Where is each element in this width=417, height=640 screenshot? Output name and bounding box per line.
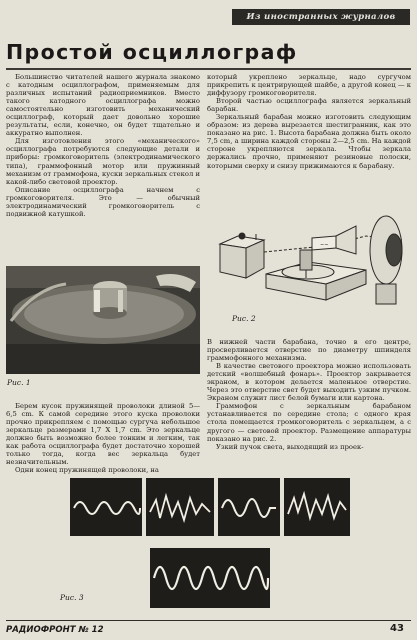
paragraph: В качестве светового проектора можно использовать детский «волшебный фонарь». Проектор закрывается экраном, в котором делается маленькое отверстие. Через это отверстие свет будет выходить узким пучком. Экраном служит лист белой бумаги или картона. [207, 362, 411, 403]
figure-3-oscillograms [70, 478, 350, 613]
column-right-bottom [207, 338, 411, 451]
paragraph: который укреплено зеркальце, надо сургучом прикрепить к центрирующей шайбе, а другой конец — к диффузору громкоговорителя. [207, 73, 411, 98]
paragraph: Для изготовления этого «механического» осциллографа потребуются следующие детали и приборы: громкоговоритель (электродинамического типа), граммофонный мотор или пружинный механизм от граммофона, куски зеркальных стекол и какой-либо световой проектор. [6, 137, 200, 186]
paragraph: Берем кусок пружинящей проволоки длиной 5—6,5 cm. К самой середине этого куска проволоки прочно прикрепляем с помощью сургуча небольшое зеркальце размерами 1,7 X 1,7 cm. Это зеркальце должно быть возможно более тонким и легким, так как работа осциллографа будет достаточно хорошей только тогда, когда вес зеркальца будет незначительным. [6, 402, 200, 467]
paragraph: Второй частью осциллографа является зеркальный барабан. [207, 97, 411, 114]
column-left-top [6, 73, 200, 218]
paragraph: Граммофон с зеркальным барабаном устанавливается по середине стола; с одного края стола помещается громкоговоритель с зеркальцем, а с другого — световой проектор. Размещение аппаратуры показано на рис. 2. [207, 402, 411, 443]
article-title: Простой осциллограф [6, 40, 298, 64]
svg-text:~~: ~~ [320, 242, 329, 248]
paragraph: Зеркальный барабан можно изготовить следующим образом: из дерева вырезается шестигранник, как это показано на рис. 1. Высота барабана должна быть около 7,5 cm, а ширина каждой стороны 2—2,5 cm. На каждой стороне укрепляются зеркала. Чтобы зеркала держались прочно, применяют резиновые полоски, которыми сверху и снизу прижимаются к барабану. [207, 113, 411, 170]
figure-1-photo [6, 266, 200, 374]
paragraph: В нижней части барабана, точно в его центре, просверливается отверстие по диаметру шпинделя граммофонного механизма. [207, 338, 411, 363]
section-heading: Из иностранных журналов [246, 12, 396, 22]
journal-name: РАДИОФРОНТ № 12 [6, 625, 104, 635]
paragraph: Одни конец пружинящей проволоки, на [15, 466, 159, 475]
paragraph: Узкий пучок света, выходящий из проек- [216, 442, 364, 451]
title-divider [6, 68, 411, 70]
column-right-top [207, 73, 411, 170]
page-number: 43 [390, 623, 404, 634]
paragraph: Описание осциллографа начнем с громкоговорителя. Это — обычный электродинамический громкоговоритель с подвижной катушкой. [6, 185, 200, 218]
paragraph: Большинство читателей нашего журнала знакомо с катодным осциллографом, применяемым для различных испытаний радиоприемников. Вместо такого катодного осциллографа можно самостоятельно изготовить механический осциллограф, который дает довольно хорошие результаты, если, конечно, он будет тщательно и аккуратно выполнен. [6, 73, 200, 138]
figure-2-diagram [216, 210, 411, 312]
figure-1-caption: Рис. 1 [7, 378, 31, 387]
column-left-bottom [6, 402, 200, 474]
footer-divider [6, 620, 411, 621]
figure-3-caption: Рис. 3 [60, 593, 84, 602]
figure-2-caption: Рис. 2 [232, 314, 256, 323]
